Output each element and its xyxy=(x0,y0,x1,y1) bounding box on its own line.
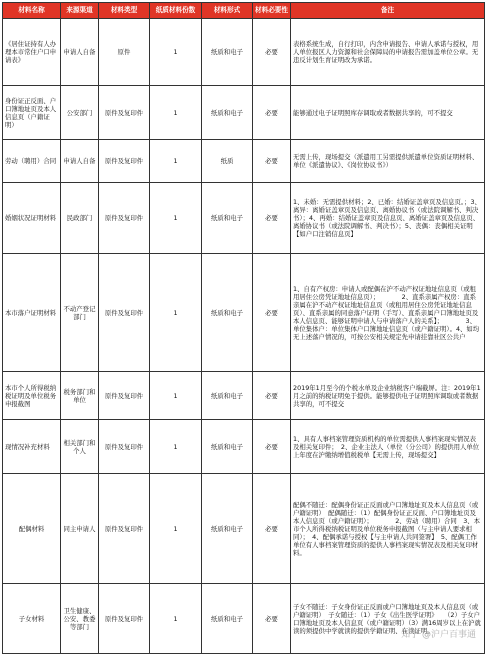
cell-copies: 1 xyxy=(150,420,202,474)
cell-copies: 1 xyxy=(150,254,202,372)
table-row xyxy=(3,86,485,140)
cell-necessity: 必要 xyxy=(253,420,291,474)
cell-form: 纸质和电子 xyxy=(202,183,253,254)
table-row xyxy=(3,183,485,254)
cell-type: 原件及复印件 xyxy=(99,140,150,183)
cell-type: 原件及复印件 xyxy=(99,584,150,654)
cell-form: 纸质和电子 xyxy=(202,372,253,420)
cell-form: 纸质和电子 xyxy=(202,19,253,86)
cell-copies: 1 xyxy=(150,584,202,654)
cell-necessity: 必要 xyxy=(253,474,291,584)
cell-source: 税务部门和单位 xyxy=(61,372,99,420)
cell-material-name: 身份证正反面、户口簿地址页及本人信息页（户籍证明） xyxy=(3,86,61,140)
cell-note: 1、未婚：无需提供材料；2、已婚：结婚证盖章页及信息页。；3、离异：离婚证盖章页及信息页、离婚协议书（或法院调解书、判决书）；4、再婚：结婚证盖章页及信息页、离婚证盖章页及信息页、离婚协议书（或法院调解书、判决书）；5、丧偶：丧偶相关证明【如户口注销信息页】 xyxy=(291,183,485,254)
table-row xyxy=(3,584,485,654)
materials-table xyxy=(2,2,485,654)
header-copies: 纸质材料份数 xyxy=(150,3,202,19)
table-row xyxy=(3,372,485,420)
table-row xyxy=(3,140,485,183)
cell-type: 原件及复印件 xyxy=(99,254,150,372)
cell-note: 1、具有人事档案管理资质机构的单位需提供人事档案现实情况表及相关复印件； 2、企业主法人（单位（分公司）的提供用人单位上年度在沪缴纳增值税税单【无需上传，现场提交】 xyxy=(291,420,485,474)
cell-form: 纸质和电子 xyxy=(202,474,253,584)
cell-source: 同主申请人 xyxy=(61,474,99,584)
cell-material-name: 本市落户证明材料 xyxy=(3,254,61,372)
cell-material-name: 本市个人所得税纳税证明及单位税务申报截图 xyxy=(3,372,61,420)
cell-material-name: 现情况补充材料 xyxy=(3,420,61,474)
header-form: 材料形式 xyxy=(202,3,253,19)
cell-source: 不动产登记部门 xyxy=(61,254,99,372)
header-note: 备注 xyxy=(291,3,485,19)
cell-form: 纸质和电子 xyxy=(202,420,253,474)
cell-material-name: 《居住证持有人办理本市常住户口申请表》 xyxy=(3,19,61,86)
cell-source: 民政部门 xyxy=(61,183,99,254)
table-header-row xyxy=(3,3,485,19)
cell-material-name: 劳动（聘用）合同 xyxy=(3,140,61,183)
cell-necessity: 必要 xyxy=(253,254,291,372)
cell-necessity: 必要 xyxy=(253,584,291,654)
cell-type: 原件及复印件 xyxy=(99,86,150,140)
cell-note: 2019年1月至今的个税水单及企业纳税客户端截屏。注：2019年1月之前的纳税证明免于提供。能够提供电子证明照库调取或者数据共享的，可不提交 xyxy=(291,372,485,420)
cell-form: 纸质和电子 xyxy=(202,86,253,140)
cell-copies: 1 xyxy=(150,474,202,584)
cell-note: 表格系统生成，自行打印，内含申请报告、申请人承诺与授权，用人单位报区人力资源和社会保障局的申请报告需加盖单位公章。无违反计划生育证明改为承诺。 xyxy=(291,19,485,86)
cell-source: 申请人自备 xyxy=(61,140,99,183)
cell-source: 公安部门 xyxy=(61,86,99,140)
cell-note: 能够通过电子证明照库存调取或者数据共享的，可不提交 xyxy=(291,86,485,140)
cell-type: 原件及复印件 xyxy=(99,420,150,474)
header-source: 来源渠道 xyxy=(61,3,99,19)
cell-type: 原件及复印件 xyxy=(99,183,150,254)
cell-note: 子女不随迁：子女身份证正反面或户口簿地址页及本人信息页（或户籍证明） 子女随迁：（1）子女《出生医学证明》 （2）子女户口簿地址页及本人信息页（或户籍证明）（3）满16周岁以上在沪就读的须提供中学就读的提供学籍证明、在读证明。 xyxy=(291,584,485,654)
cell-form: 纸质和电子 xyxy=(202,584,253,654)
table-row xyxy=(3,420,485,474)
cell-form: 纸质和电子 xyxy=(202,254,253,372)
cell-type: 原件及复印件 xyxy=(99,474,150,584)
cell-copies: 1 xyxy=(150,86,202,140)
cell-copies: 1 xyxy=(150,19,202,86)
cell-type: 原件 xyxy=(99,19,150,86)
cell-copies: 1 xyxy=(150,140,202,183)
cell-necessity: 必要 xyxy=(253,183,291,254)
cell-material-name: 子女材料 xyxy=(3,584,61,654)
cell-material-name: 配偶材料 xyxy=(3,474,61,584)
cell-source: 卫生健康、公安、教委等部门 xyxy=(61,584,99,654)
table-row xyxy=(3,474,485,584)
cell-necessity: 必要 xyxy=(253,19,291,86)
cell-source: 申请人自备 xyxy=(61,19,99,86)
cell-copies: 1 xyxy=(150,183,202,254)
cell-copies: 1 xyxy=(150,372,202,420)
table-row xyxy=(3,254,485,372)
cell-necessity: 必要 xyxy=(253,86,291,140)
header-material-type: 材料类型 xyxy=(99,3,150,19)
cell-note: 配偶不随迁：配偶身份证正反面或户口簿地址页及本人信息页（或户籍证明） 配偶随迁：（1）配偶身份证正反面、户口簿地址页及本人信息页（或户籍证明）； 2、劳动（聘用）合同 3、本市个人所得税纳税证明及单位税务申报截图（与主申请人要求相同）； 4、配偶承诺与授权【与主申请人共同签署】 5、配偶工作单位有人事档案管理资质的提供人事档案现实情况表及相关复印材料。 xyxy=(291,474,485,584)
cell-note: 无需上传，现场提交（派遣用工另需提供派遣单位资质证明材料、单位《派遣协议》、《岗位协议书》） xyxy=(291,140,485,183)
cell-necessity: 必要 xyxy=(253,140,291,183)
cell-form: 纸质 xyxy=(202,140,253,183)
cell-material-name: 婚姻状况证明材料 xyxy=(3,183,61,254)
cell-source: 相关部门和个人 xyxy=(61,420,99,474)
table-row xyxy=(3,19,485,86)
cell-type: 原件及复印件 xyxy=(99,372,150,420)
header-necessity: 材料必要性 xyxy=(253,3,291,19)
watermark: 知乎 @沪户百事通 xyxy=(401,630,476,640)
header-material-name: 材料名称 xyxy=(3,3,61,19)
cell-necessity: 必要 xyxy=(253,372,291,420)
cell-note: 1、自有产权房：申请人或配偶在沪不动产权证地址信息页（或租用居住公房凭证地址信息页）； 2、直系亲属产权房：直系亲属在沪不动产权证地址信息页（或租用居住公房凭证地址信息页）、直系亲属的同意落户证明（手写）、直系亲属户口簿地址页及本人信息页、能够证明申请人与申请落户人的关系】； 3、单位集体户：单位集体户口簿地址信息页（或户籍证明）。4、如均无上述落户情况的，可按公安相关规定先申请挂靠社区公共户 xyxy=(291,254,485,372)
